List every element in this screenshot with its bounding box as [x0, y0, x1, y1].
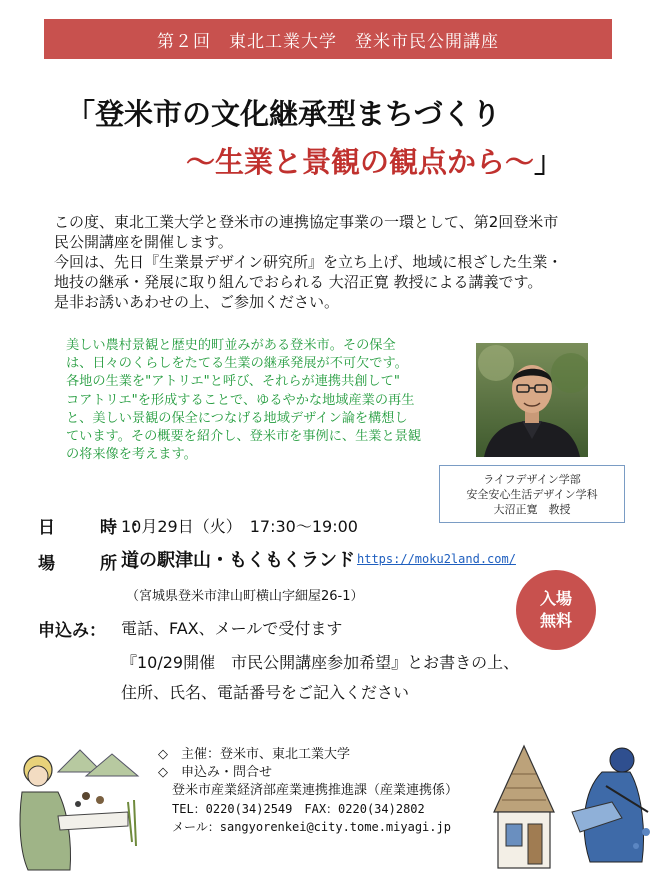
place-address: （宮城県登米市津山町横山字細屋26-1）	[126, 589, 364, 604]
badge-line2: 無料	[539, 611, 572, 630]
summary-line: 各地の生業を"アトリエ"と呼び、それらが連携共創して"	[66, 374, 400, 390]
summary-line: は、日々のくらしをたてる生業の継承発展が不可欠です。	[66, 356, 408, 372]
free-admission-badge	[516, 570, 596, 650]
date-value: 10月29日（火） 17:30〜19:00	[121, 517, 358, 536]
summary-line: ています。その概要を紹介し、登米市を事例に、生業と景観	[66, 429, 422, 445]
intro-line: 今回は、先日『生業景デザイン研究所』を立ち上げ、地域に根ざした生業・	[54, 253, 563, 271]
weaver-illustration-icon	[562, 742, 654, 874]
contact-phone: TEL：0220(34)2549 FAX：0220(34)2802	[172, 802, 425, 816]
place-link[interactable]: https://moku2land.com/	[357, 552, 516, 566]
main-title-line2	[186, 140, 563, 181]
main-title-close-bracket: 」	[534, 145, 564, 179]
lecture-summary	[66, 337, 446, 464]
place-label: 場 所：	[38, 554, 162, 574]
contact-email[interactable]: メール：sangyorenkei@city.tome.miyagi.jp	[172, 820, 451, 834]
speaker-course: 安全安心生活デザイン学科	[466, 487, 598, 501]
badge-line1: 入場	[539, 589, 572, 608]
organizer: ◇ 主催：登米市、東北工業大学	[158, 747, 350, 762]
main-title-subtitle: 〜生業と景観の観点から〜	[186, 145, 535, 179]
intro-line: 地技の継承・発展に取り組んでおられる 大沼正寛 教授による講義です。	[54, 273, 543, 291]
person-photo-icon	[476, 343, 588, 457]
speaker-name: 大沼正寛 教授	[493, 502, 571, 516]
summary-line: の将来像を考えます。	[66, 447, 197, 463]
apply-line: 『10/29開催 市民公開講座参加希望』とお書きの上、	[121, 653, 520, 672]
speaker-dept: ライフデザイン学部	[483, 472, 581, 486]
apply-line: 住所、氏名、電話番号をご記入ください	[121, 683, 410, 702]
banner	[44, 19, 612, 59]
intro-line: 是非お誘いあわせの上、ご参加ください。	[54, 293, 340, 311]
apply-line: 電話、FAX、メールで受付ます	[121, 619, 343, 638]
contact-dept: 登米市産業経済部産業連携推進課（産業連携係）	[172, 783, 459, 798]
intro-line: 民公開講座を開催します。	[54, 233, 233, 251]
place-value: 道の駅津山・もくもくランド	[121, 550, 355, 571]
intro-line: この度、東北工業大学と登米市の連携協定事業の一環として、第2回登米市	[54, 213, 559, 231]
date-label: 日 時：	[38, 518, 162, 538]
speaker-photo	[476, 343, 588, 457]
intro-paragraph	[54, 212, 622, 312]
footer-info	[158, 746, 458, 836]
summary-line: 美しい農村景観と歴史的町並みがある登米市。その保全	[66, 338, 396, 353]
summary-line: コアトリエ"を形成することで、ゆるやかな地域産業の再生	[66, 392, 415, 408]
thatched-house-illustration-icon	[488, 742, 560, 874]
contact-heading: ◇ 申込み・問合せ	[158, 765, 272, 780]
farmer-illustration-icon	[8, 742, 150, 872]
speaker-caption	[439, 465, 625, 523]
main-title-line1: 「登米市の文化継承型まちづくり	[66, 97, 501, 131]
summary-line: と、美しい景観の保全につなげる地域デザイン論を構想し	[66, 410, 408, 426]
apply-label: 申込み：	[38, 621, 106, 641]
apply-label-row	[38, 616, 106, 641]
banner-text: 第２回 東北工業大学 登米市民公開講座	[157, 31, 499, 52]
